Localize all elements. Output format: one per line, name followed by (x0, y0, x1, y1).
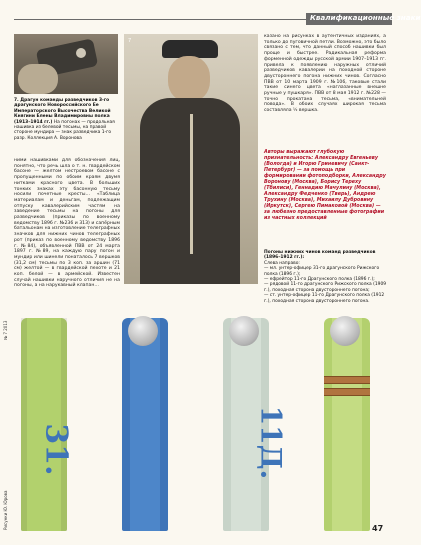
photo-dragoon-detail (14, 34, 118, 94)
strap-cipher-31: 31. (38, 423, 74, 476)
photo1-caption (14, 98, 120, 141)
issue-number: № 7 2013 (3, 320, 8, 340)
photo-dragoon-portrait (124, 34, 258, 284)
legend-item: — рядовой 11-го драгунского Рижского полка (1909 г.), походная сторона двустороннего погона; (264, 282, 387, 293)
photo2-number: 7 (128, 38, 132, 44)
strap-cipher-11d: 11Д. (254, 405, 288, 480)
strap-inner (130, 318, 160, 531)
rank-stripe (324, 376, 370, 384)
page-number: 47 (372, 524, 384, 533)
body-column-1: ними нашивками для обозначения лиц, понятно, что речь шла о т. н. гвардейском басоне — желтом нестроевом басоне с пропущенными по обоим краям двумя нитками красного цвета. В больших тонких знаках эту басонную тесьму носили почетные кресты… «Таблица материалам и деньгам, подлежащим отпуску кавалерийским частям на заведение тесьмы на погоны для разведчиков (приказы по военному ведомству 1896 г. №236 и 313) и сапёрным батальонам на изготовление телеграфных значков для нижних чинов телеграфных рот (приказ по военному ведомству 1896 г. №84), объявленной ПВВ от 24 марта 1897 г. №89, на каждую пару погон и мундир или шинели понаталось 7 вершков (31,2 см) тесьмы по 3 коп. за аршин (71 см) желтой — в гвардейской пехоте и 21 коп. белой — в армейской. Известен случай нашивки наручного отличия не на погоны, а на нарукавный клапан… (14, 158, 120, 289)
legend-item: — ефрейтор 11-го Драгунского полка (1896 г.); (264, 277, 375, 283)
legend-item: Слева направо: (264, 260, 300, 266)
photo1-caption-bold: 7. Драгун команды разведчиков 3-го драгунского Новороссийского Ее Императорского Высочества Великой Княгини Елены Владимировны полка (1913–1914 гг.) (14, 98, 111, 125)
legend (264, 250, 388, 304)
section-title: Квалификационные знаки (310, 13, 421, 22)
strap-button (330, 316, 360, 346)
acknowledgement: Авторы выражают глубокую признательность: Александру Евгеньеву (Вологда) и Игорю Гриневичу (Санкт-Петербург) — за помощь при формировании фотоподборки, Александру Воронову (Москва), Борису Тереху (Тбилиси), Геннадию Мачулину (Москва), Александру Федченко (Тверь), Андрею Трухину (Москва), Михаилу Дубровину (Иркутск), Сергею Пимаковой (Москва) — за любезно предоставленные фотографии из частных коллекций (264, 150, 386, 221)
strap-inner (332, 318, 362, 531)
legend-item: — мл. унтер-офицер 31-го драгунского Рижского полка (1896 г.); (264, 266, 380, 277)
rank-stripe (324, 388, 370, 396)
body-column-3: казано на рисунках в аутентичных изданиях, а только до пуговичной петли. Возможно, это было связано с тем, что данный способ нашивки был проще и быстрее. Радикальная реформа форменной одежды русской армии 1907–1913 гг. привела к появлению наружных отличий разведчиков кавалерии на походной стороне двустороннего погона нижних чинов. Согласно ПВВ от 10 марта 1909 г. №106, таковые стали такие синего цвета «наглазанные внешне ручные у пушкаря». ПВВ от 8 мая 1912 г. №228 — точно прокатана тесьма, «внимательней повода». В обоих случаях широкая тесьма составляла ½ вершка. (264, 34, 386, 114)
photo1-button (76, 48, 86, 58)
photo1-caption-rest: На погонах — продольная нашивка из белевой тесьмы, на правой стороне мундира — знак разведчика 1-го разр. Коллекция А. Воронова (14, 119, 115, 141)
photo2-face (168, 56, 210, 102)
strap-edge (21, 318, 27, 531)
photo2-cord (190, 114, 193, 254)
strap-button (128, 316, 158, 346)
strap-button (229, 316, 259, 346)
artist-credit: Рисунки Ю. Юрова (3, 490, 8, 530)
legend-title: Погоны нижних чинов команд разведчиков (1896–1912 гг.): (264, 250, 376, 261)
legend-item: — ст. унтер-офицер 11-го Драгунского полка (1912 г.), походная сторона двустороннего погона. (264, 293, 385, 304)
shoulder-strap-4 (324, 318, 370, 531)
shoulder-strap-2 (122, 318, 168, 531)
header-rule (14, 19, 306, 20)
photo1-hand (18, 64, 58, 94)
